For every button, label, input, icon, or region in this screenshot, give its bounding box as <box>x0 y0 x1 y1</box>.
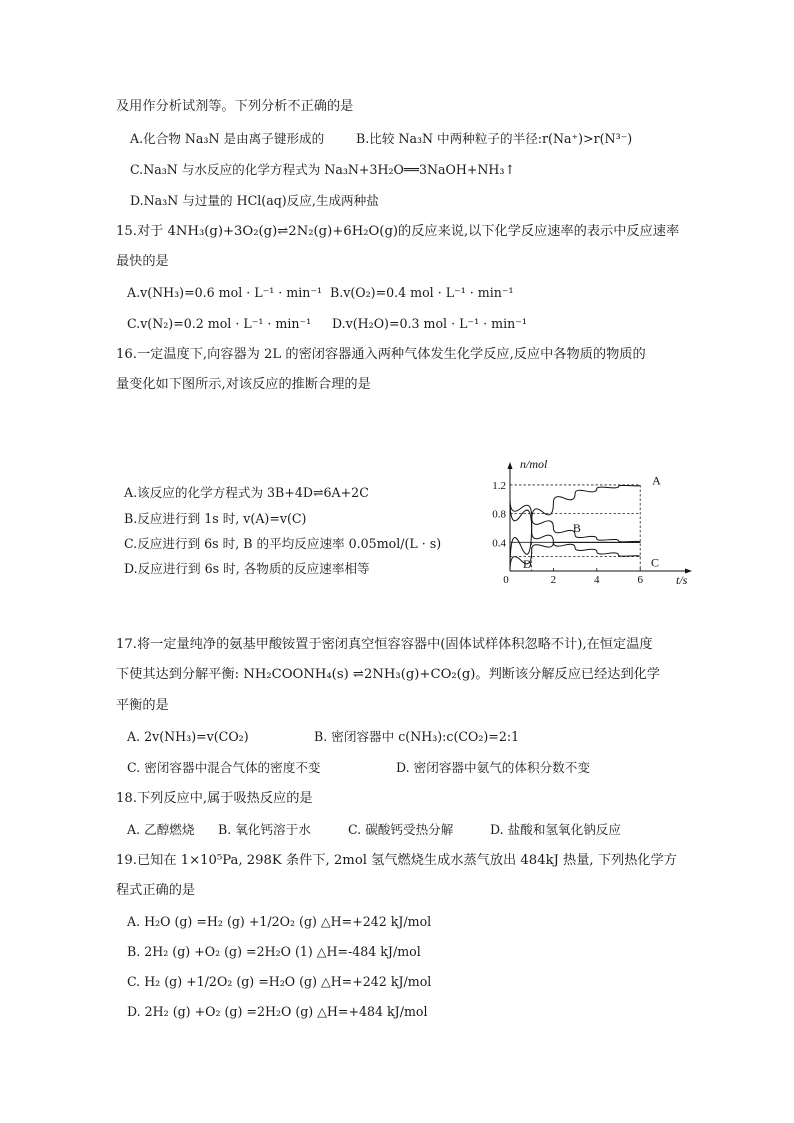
curve-label-D: D <box>523 556 532 571</box>
q14-option-d: D.Na₃N 与过量的 HCl(aq)反应,生成两种盐 <box>130 193 379 208</box>
q16-option-d: D.反应进行到 6s 时, 各物质的反应速率相等 <box>124 561 370 576</box>
q17-option-c: C. 密闭容器中混合气体的密度不变 <box>127 760 321 775</box>
q17-option-a: A. 2v(NH₃)=v(CO₂) <box>127 729 249 744</box>
y-axis-label: n/mol <box>520 457 548 471</box>
x-tick-label: 2 <box>550 574 557 586</box>
x-axis-label: t/s <box>676 573 688 587</box>
q19-option-d: D. 2H₂ (g) +O₂ (g) =2H₂O (g) △H=+484 kJ/mol <box>127 1004 428 1019</box>
q14-intro: 及用作分析试剂等。下列分析不正确的是 <box>116 99 354 114</box>
q19-option-c: C. H₂ (g) +1/2O₂ (g) =H₂O (g) △H=+242 kJ/mol <box>127 974 432 989</box>
q19-stem-line1: 19.已知在 1×10⁵Pa, 298K 条件下, 2mol 氢气燃烧生成水蒸气放出 484kJ 热量, 下列热化学方 <box>116 853 677 868</box>
q17-stem-line3: 平衡的是 <box>116 698 169 713</box>
q18-stem: 18.下列反应中,属于吸热反应的是 <box>116 791 313 806</box>
q17-stem-line2: 下使其达到分解平衡: NH₂COONH₄(s) ⇌2NH₃(g)+CO₂(g)。判断该分解反应已经达到化学 <box>116 667 661 682</box>
q14-option-c: C.Na₃N 与水反应的化学方程式为 Na₃N+3H₂O══3NaOH+NH₃↑ <box>130 162 516 177</box>
q15-stem-line2: 最快的是 <box>116 254 169 269</box>
y-tick-label: 0.8 <box>492 508 506 521</box>
q19-stem-line2: 程式正确的是 <box>116 883 196 898</box>
y-tick-label: 1.2 <box>492 479 506 492</box>
q16-option-a: A.该反应的化学方程式为 3B+4D⇌6A+2C <box>124 485 369 500</box>
q18-option-a: A. 乙醇燃烧 <box>127 822 195 837</box>
q16-option-b: B.反应进行到 1s 时, v(A)=v(C) <box>124 511 307 526</box>
y-axis-arrow <box>508 462 513 469</box>
curve-label-A: A <box>652 473 661 488</box>
y-tick-label: 0.4 <box>492 537 506 550</box>
x-tick-label: 0 <box>503 574 509 586</box>
q15-stem-line1: 15.对于 4NH₃(g)+3O₂(g)⇌2N₂(g)+6H₂O(g)的反应来说,以下化学反应速率的表示中反应速率 <box>116 224 680 239</box>
q19-option-a: A. H₂O (g) =H₂ (g) +1/2O₂ (g) △H=+242 kJ/mol <box>127 914 432 929</box>
q16-stem-line1: 16.一定温度下,向容器为 2L 的密闭容器通入两种气体发生化学反应,反应中各物质的物质的 <box>116 347 646 362</box>
q14-option-b: B.比较 Na₃N 中两种粒子的半径:r(Na⁺)>r(N³⁻) <box>356 131 633 146</box>
q18-option-d: D. 盐酸和氢氧化钠反应 <box>490 822 621 837</box>
q15-option-c: C.v(N₂)=0.2 mol · L⁻¹ · min⁻¹ <box>127 316 312 331</box>
q15-option-a: A.v(NH₃)=0.6 mol · L⁻¹ · min⁻¹ <box>127 285 323 300</box>
q15-option-b: B.v(O₂)=0.4 mol · L⁻¹ · min⁻¹ <box>330 285 514 300</box>
q14-option-a: A.化合物 Na₃N 是由离子键形成的 <box>130 131 325 146</box>
q17-option-b: B. 密闭容器中 c(NH₃):c(CO₂)=2:1 <box>314 729 520 744</box>
q19-option-b: B. 2H₂ (g) +O₂ (g) =2H₂O (1) △H=-484 kJ/mol <box>127 944 421 959</box>
curve-label-B: B <box>572 520 581 535</box>
q18-option-b: B. 氧化钙溶于水 <box>218 822 311 837</box>
x-tick-label: 4 <box>594 574 600 586</box>
q16-chart <box>492 457 698 593</box>
curve-label-C: C <box>651 555 660 570</box>
q16-option-c: C.反应进行到 6s 时, B 的平均反应速率 0.05mol/(L · s) <box>124 536 442 551</box>
x-tick-label: 6 <box>637 574 643 586</box>
q18-option-c: C. 碳酸钙受热分解 <box>348 822 454 837</box>
q16-stem-line2: 量变化如下图所示,对该反应的推断合理的是 <box>116 377 371 392</box>
q15-option-d: D.v(H₂O)=0.3 mol · L⁻¹ · min⁻¹ <box>332 316 527 331</box>
q17-option-d: D. 密闭容器中氨气的体积分数不变 <box>396 760 590 775</box>
q17-stem-line1: 17.将一定量纯净的氨基甲酸铵置于密闭真空恒容容器中(固体试样体积忽略不计),在恒定温度 <box>116 637 653 652</box>
